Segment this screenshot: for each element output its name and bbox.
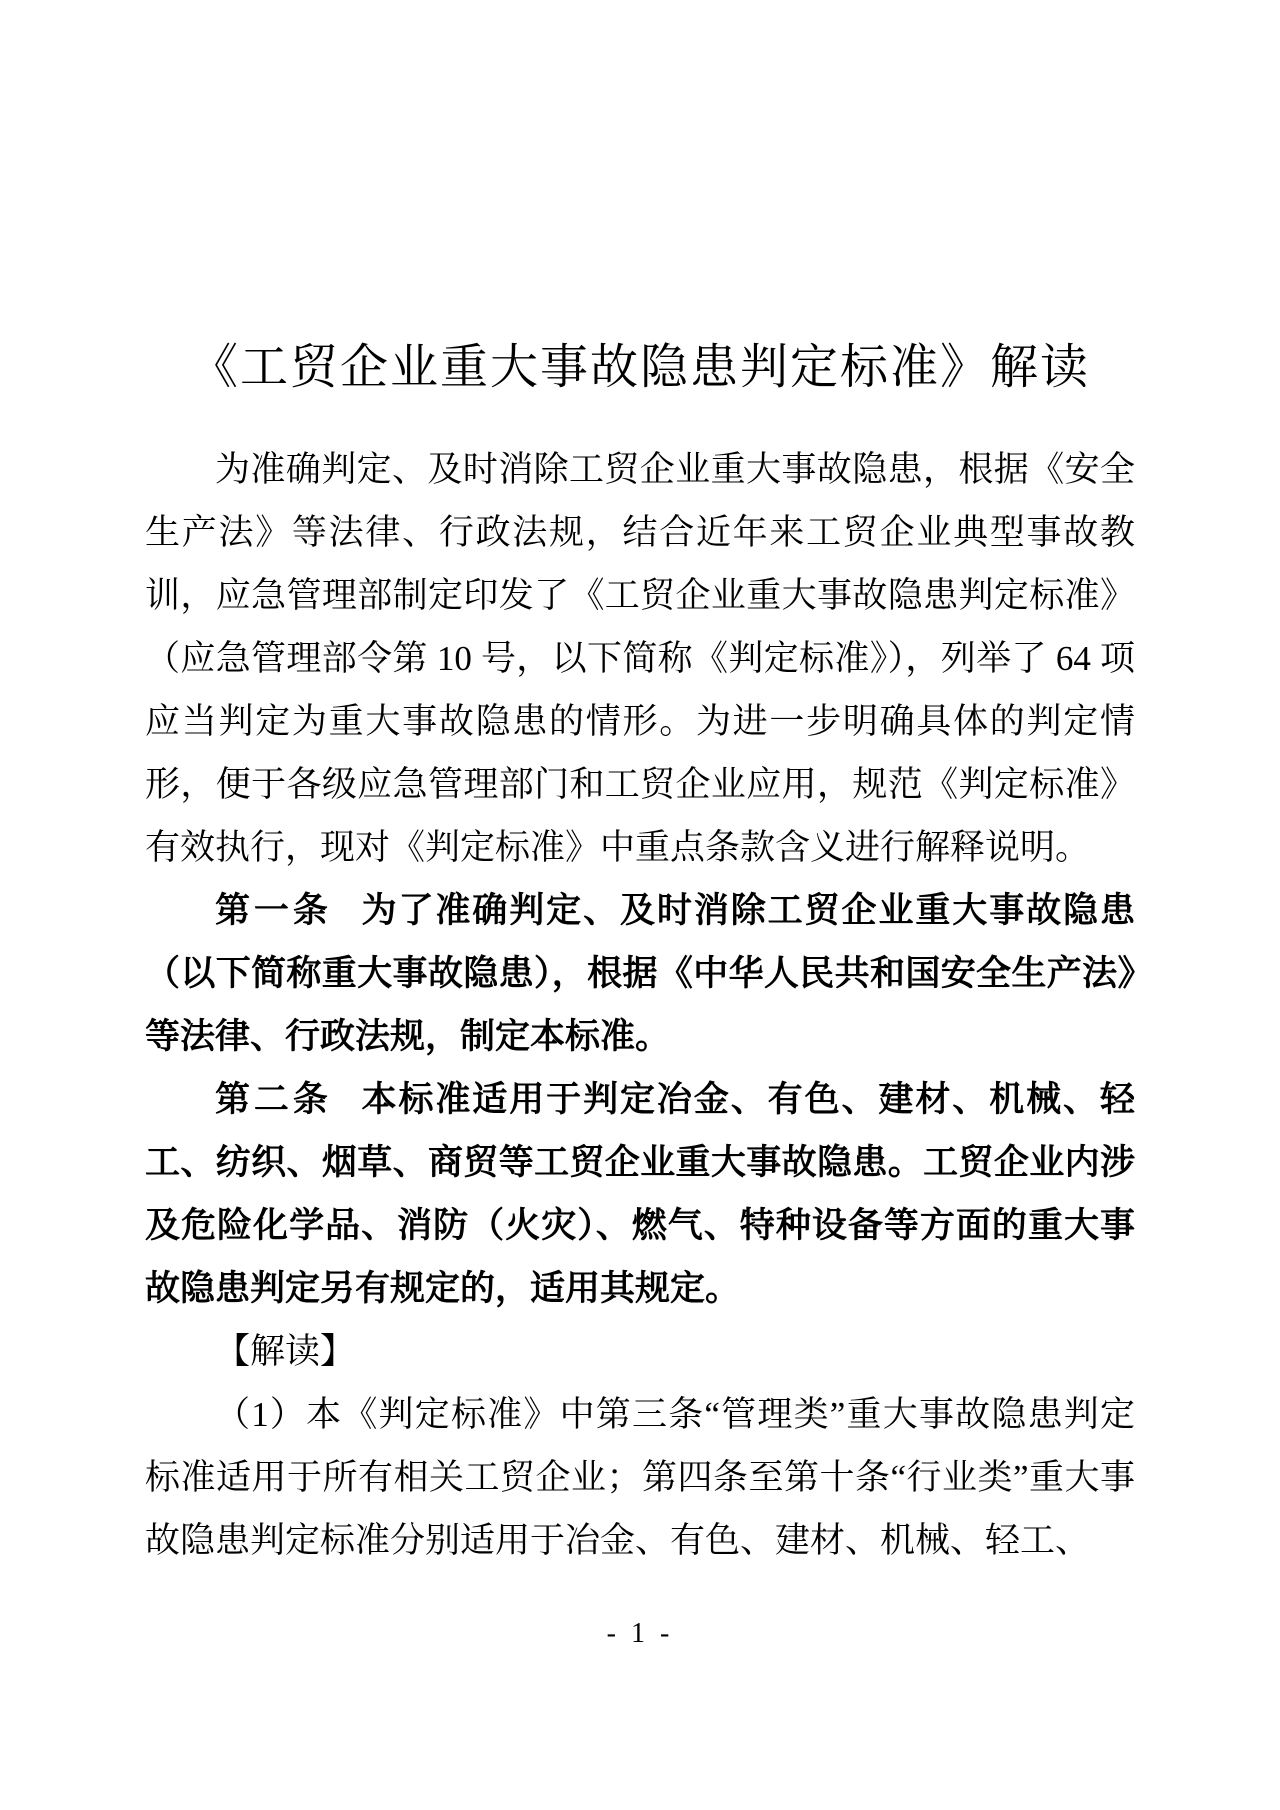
paragraph-article-2 (145, 1068, 1135, 1320)
paragraph-intro: 为准确判定、及时消除工贸企业重大事故隐患，根据《安全生产法》等法律、行政法规，结合近年来工贸企业典型事故教训，应急管理部制定印发了《工贸企业重大事故隐患判定标准》（应急管理部令第 10 号，以下简称《判定标准》），列举了 64 项应当判定为重大事故隐患的情形。为进一步明确具体的判定情形，便于各级应急管理部门和工贸企业应用，规范《判定标准》有效执行，现对《判定标准》中重点条款含义进行解释说明。 (145, 450, 1135, 867)
article-2-label: 第二条 (215, 1080, 332, 1119)
document-content (145, 338, 1135, 1572)
paragraph-article-1 (145, 879, 1135, 1068)
page-number: - 1 - (606, 1618, 674, 1649)
article-1-text: 为了准确判定、及时消除工贸企业重大事故隐患（以下简称重大事故隐患），根据《中华人民共和国安全生产法》等法律、行政法规，制定本标准。 (145, 891, 1135, 1056)
article-1-label: 第一条 (215, 891, 332, 930)
article-2-text: 本标准适用于判定冶金、有色、建材、机械、轻工、纺织、烟草、商贸等工贸企业重大事故隐患。工贸企业内涉及危险化学品、消防（火灾）、燃气、特种设备等方面的重大事故隐患判定另有规定的，适用其规定。 (145, 1080, 1135, 1308)
paragraph-interpretation-item-1: （1）本《判定标准》中第三条“管理类”重大事故隐患判定标准适用于所有相关工贸企业；第四条至第十条“行业类”重大事故隐患判定标准分别适用于冶金、有色、建材、机械、轻工、 (145, 1395, 1135, 1560)
paragraph-interpretation-heading: 【解读】 (215, 1332, 356, 1371)
document-title: 《工贸企业重大事故隐患判定标准》解读 (189, 341, 1090, 394)
